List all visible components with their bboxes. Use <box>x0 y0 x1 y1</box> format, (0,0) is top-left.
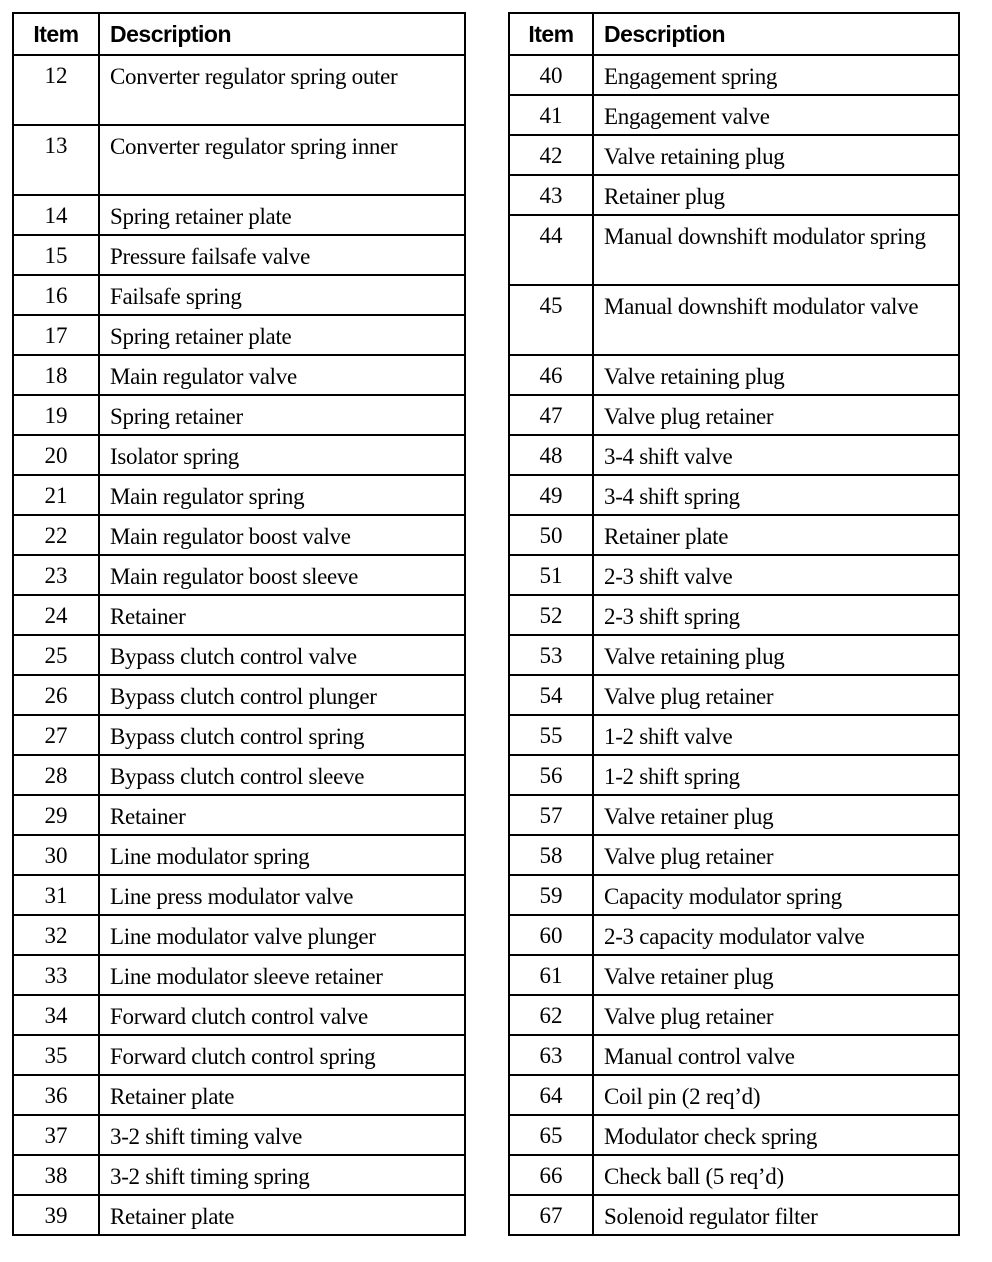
item-number: 24 <box>13 595 99 635</box>
item-number: 60 <box>509 915 593 955</box>
header-item: Item <box>13 13 99 55</box>
table-row <box>509 135 959 175</box>
table-row <box>509 435 959 475</box>
parts-table-left <box>12 12 466 1236</box>
table-row <box>13 755 465 795</box>
item-description: Retainer <box>99 795 465 835</box>
item-description: 2-3 shift spring <box>593 595 959 635</box>
item-description: Retainer plate <box>99 1075 465 1115</box>
header-description: Description <box>99 13 465 55</box>
table-row <box>509 95 959 135</box>
item-number: 13 <box>13 125 99 195</box>
item-number: 15 <box>13 235 99 275</box>
item-description: Failsafe spring <box>99 275 465 315</box>
item-description: Engagement valve <box>593 95 959 135</box>
item-description: Retainer plate <box>593 515 959 555</box>
item-description: Coil pin (2 req’d) <box>593 1075 959 1115</box>
item-description: Valve retaining plug <box>593 355 959 395</box>
item-number: 35 <box>13 1035 99 1075</box>
item-description: Valve retainer plug <box>593 795 959 835</box>
item-description: Engagement spring <box>593 55 959 95</box>
item-number: 53 <box>509 635 593 675</box>
item-number: 48 <box>509 435 593 475</box>
table-row <box>509 635 959 675</box>
table-row <box>13 195 465 235</box>
header-row <box>13 13 465 55</box>
table-row <box>509 215 959 285</box>
table-row <box>13 1035 465 1075</box>
item-number: 23 <box>13 555 99 595</box>
item-number: 14 <box>13 195 99 235</box>
item-number: 30 <box>13 835 99 875</box>
table-row <box>509 1155 959 1195</box>
item-description: Line press modulator valve <box>99 875 465 915</box>
item-number: 56 <box>509 755 593 795</box>
table-row <box>509 715 959 755</box>
table-row <box>509 355 959 395</box>
table-row <box>509 835 959 875</box>
item-description: Manual downshift modulator valve <box>593 285 959 355</box>
item-description: Valve retainer plug <box>593 955 959 995</box>
item-description: Forward clutch control valve <box>99 995 465 1035</box>
item-number: 49 <box>509 475 593 515</box>
item-description: Bypass clutch control valve <box>99 635 465 675</box>
item-description: Valve retaining plug <box>593 635 959 675</box>
table-row <box>509 1195 959 1235</box>
table-row <box>13 125 465 195</box>
item-number: 58 <box>509 835 593 875</box>
item-description: 3-2 shift timing spring <box>99 1155 465 1195</box>
item-number: 32 <box>13 915 99 955</box>
table-row <box>509 395 959 435</box>
item-number: 27 <box>13 715 99 755</box>
item-number: 19 <box>13 395 99 435</box>
item-description: Retainer plug <box>593 175 959 215</box>
item-number: 61 <box>509 955 593 995</box>
table-row <box>13 1195 465 1235</box>
item-description: Modulator check spring <box>593 1115 959 1155</box>
table-row <box>509 285 959 355</box>
item-number: 37 <box>13 1115 99 1155</box>
item-description: Line modulator valve plunger <box>99 915 465 955</box>
table-row <box>13 635 465 675</box>
table-row <box>13 595 465 635</box>
table-row <box>509 1035 959 1075</box>
item-number: 26 <box>13 675 99 715</box>
table-row <box>509 795 959 835</box>
header-row <box>509 13 959 55</box>
table-row <box>13 1075 465 1115</box>
table-row <box>509 515 959 555</box>
table-row <box>13 675 465 715</box>
table-row <box>13 1155 465 1195</box>
item-description: Main regulator valve <box>99 355 465 395</box>
table-row <box>13 235 465 275</box>
item-number: 36 <box>13 1075 99 1115</box>
table-row <box>509 1075 959 1115</box>
item-description: Main regulator spring <box>99 475 465 515</box>
item-number: 20 <box>13 435 99 475</box>
item-number: 12 <box>13 55 99 125</box>
item-number: 33 <box>13 955 99 995</box>
item-description: Valve plug retainer <box>593 995 959 1035</box>
item-description: Bypass clutch control spring <box>99 715 465 755</box>
table-row <box>13 395 465 435</box>
parts-table-right <box>508 12 960 1236</box>
table-row <box>509 675 959 715</box>
item-number: 38 <box>13 1155 99 1195</box>
table-row <box>13 515 465 555</box>
item-number: 45 <box>509 285 593 355</box>
item-description: Retainer plate <box>99 1195 465 1235</box>
item-number: 52 <box>509 595 593 635</box>
table-row <box>13 955 465 995</box>
item-description: Line modulator spring <box>99 835 465 875</box>
item-number: 67 <box>509 1195 593 1235</box>
item-number: 40 <box>509 55 593 95</box>
item-number: 44 <box>509 215 593 285</box>
item-number: 16 <box>13 275 99 315</box>
item-description: 1-2 shift valve <box>593 715 959 755</box>
item-number: 62 <box>509 995 593 1035</box>
item-description: Valve plug retainer <box>593 395 959 435</box>
item-number: 50 <box>509 515 593 555</box>
item-description: Main regulator boost sleeve <box>99 555 465 595</box>
table-row <box>509 755 959 795</box>
item-description: Bypass clutch control plunger <box>99 675 465 715</box>
item-number: 34 <box>13 995 99 1035</box>
item-description: 3-2 shift timing valve <box>99 1115 465 1155</box>
item-number: 54 <box>509 675 593 715</box>
item-number: 64 <box>509 1075 593 1115</box>
table-row <box>13 835 465 875</box>
table-row <box>509 555 959 595</box>
item-description: Converter regulator spring inner <box>99 125 465 195</box>
item-number: 29 <box>13 795 99 835</box>
item-number: 43 <box>509 175 593 215</box>
item-description: 1-2 shift spring <box>593 755 959 795</box>
item-number: 21 <box>13 475 99 515</box>
item-description: Valve plug retainer <box>593 835 959 875</box>
item-description: Spring retainer plate <box>99 315 465 355</box>
table-row <box>13 995 465 1035</box>
item-description: Solenoid regulator filter <box>593 1195 959 1235</box>
item-number: 18 <box>13 355 99 395</box>
item-number: 42 <box>509 135 593 175</box>
item-description: Valve plug retainer <box>593 675 959 715</box>
table-row <box>13 1115 465 1155</box>
table-row <box>13 315 465 355</box>
table-row <box>13 555 465 595</box>
item-description: Line modulator sleeve retainer <box>99 955 465 995</box>
item-description: Valve retaining plug <box>593 135 959 175</box>
parts-table-right-body <box>509 55 959 1235</box>
table-row <box>509 55 959 95</box>
table-row <box>13 475 465 515</box>
item-description: Spring retainer <box>99 395 465 435</box>
item-number: 63 <box>509 1035 593 1075</box>
table-row <box>509 955 959 995</box>
item-description: Bypass clutch control sleeve <box>99 755 465 795</box>
item-description: Manual downshift modulator spring <box>593 215 959 285</box>
item-description: Isolator spring <box>99 435 465 475</box>
table-row <box>509 1115 959 1155</box>
item-number: 51 <box>509 555 593 595</box>
item-number: 17 <box>13 315 99 355</box>
item-description: Pressure failsafe valve <box>99 235 465 275</box>
table-row <box>509 915 959 955</box>
item-description: Manual control valve <box>593 1035 959 1075</box>
item-number: 31 <box>13 875 99 915</box>
item-description: Converter regulator spring outer <box>99 55 465 125</box>
item-description: Capacity modulator spring <box>593 875 959 915</box>
table-row <box>13 55 465 125</box>
table-row <box>13 875 465 915</box>
table-row <box>13 275 465 315</box>
table-row <box>509 995 959 1035</box>
table-row <box>13 795 465 835</box>
item-number: 41 <box>509 95 593 135</box>
item-number: 65 <box>509 1115 593 1155</box>
item-description: 3-4 shift valve <box>593 435 959 475</box>
table-row <box>13 715 465 755</box>
header-description: Description <box>593 13 959 55</box>
item-description: Forward clutch control spring <box>99 1035 465 1075</box>
item-number: 46 <box>509 355 593 395</box>
item-number: 47 <box>509 395 593 435</box>
item-number: 28 <box>13 755 99 795</box>
item-number: 59 <box>509 875 593 915</box>
item-description: 3-4 shift spring <box>593 475 959 515</box>
table-row <box>13 915 465 955</box>
item-number: 66 <box>509 1155 593 1195</box>
header-item: Item <box>509 13 593 55</box>
item-description: 2-3 shift valve <box>593 555 959 595</box>
item-description: Check ball (5 req’d) <box>593 1155 959 1195</box>
item-number: 57 <box>509 795 593 835</box>
table-row <box>509 175 959 215</box>
item-number: 25 <box>13 635 99 675</box>
item-number: 39 <box>13 1195 99 1235</box>
item-description: Spring retainer plate <box>99 195 465 235</box>
item-description: Main regulator boost valve <box>99 515 465 555</box>
parts-table-left-body <box>13 55 465 1235</box>
table-row <box>509 875 959 915</box>
table-row <box>509 595 959 635</box>
table-row <box>509 475 959 515</box>
item-number: 55 <box>509 715 593 755</box>
item-number: 22 <box>13 515 99 555</box>
item-description: Retainer <box>99 595 465 635</box>
table-row <box>13 435 465 475</box>
item-description: 2-3 capacity modulator valve <box>593 915 959 955</box>
table-row <box>13 355 465 395</box>
